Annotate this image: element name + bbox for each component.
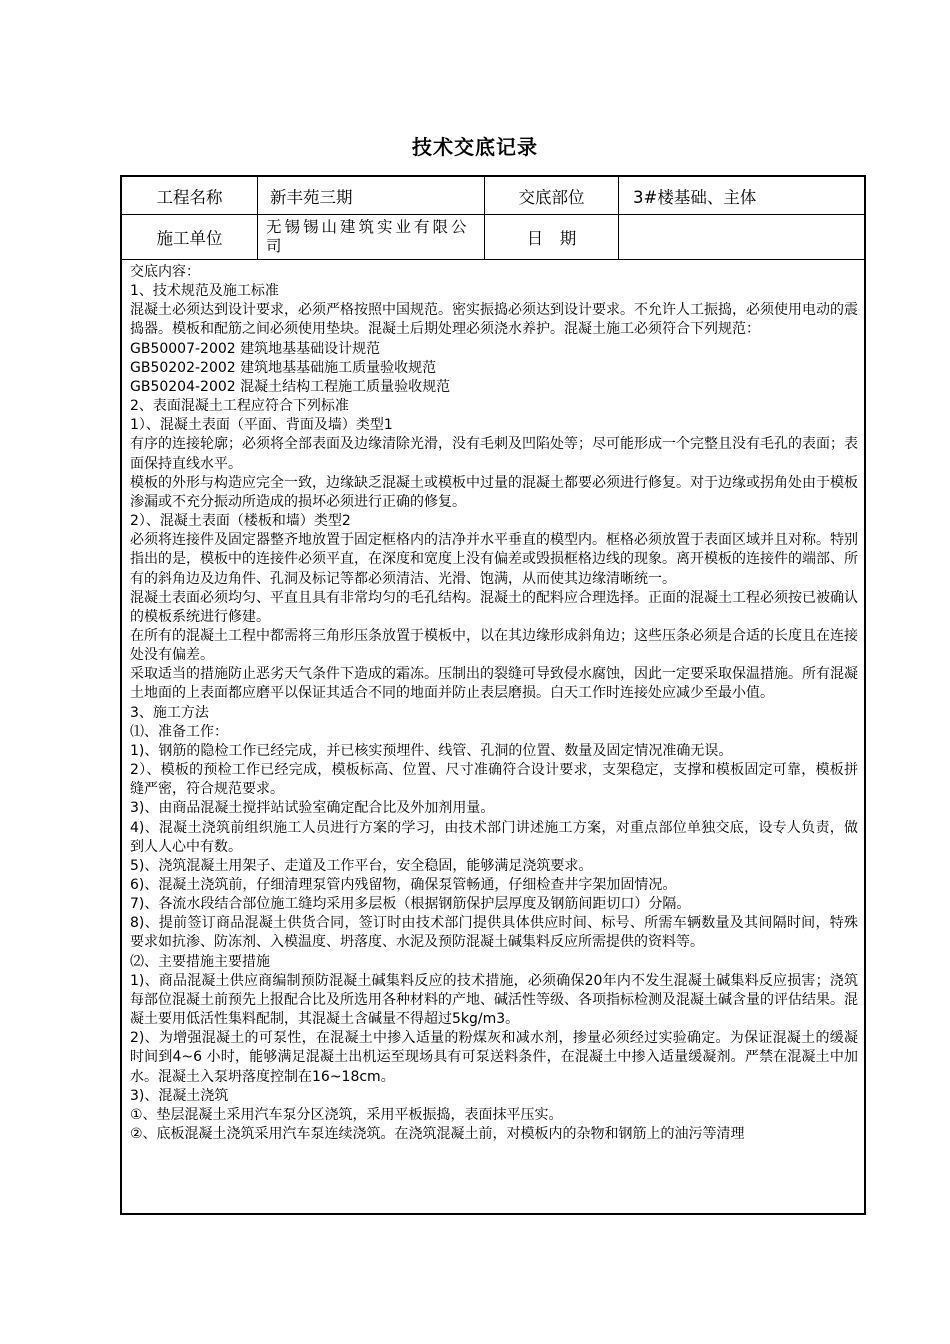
disclosure-content [122, 260, 864, 1144]
content-line: 模板的外形与构造应完全一致，边缘缺乏混凝土或模板中过量的混凝土都要必须进行修复。对于边缘或拐角处由于模板渗漏或不充分振动所造成的损坏必须进行正确的修复。 [130, 474, 858, 510]
content-line: 交底内容： [130, 264, 200, 280]
content-line: ①、垫层混凝土采用汽车泵分区浇筑，采用平板振捣，表面抹平压实。 [130, 1106, 563, 1123]
content-line: 混凝土表面必须均匀、平直且具有非常均匀的毛孔结构。混凝土的配料应合理选择。正面的混凝土工程必须按已被确认的模板系统进行修建。 [130, 589, 858, 625]
content-line: 1)、商品混凝土供应商编制预防混凝土碱集料反应的技术措施，必须确保20年内不发生混凝土碱集料反应损害；浇筑每部位混凝土前预先上报配合比及所选用各种材料的产地、碱活性等级、各项指标检测及混凝土碱含量的评估结果。混凝土要用低活性集料配制，其混凝土含碱量不得超过5kg/m3。 [130, 972, 858, 1028]
content-line: 7)、各流水段结合部位施工缝均采用多层板（根据钢筋保护层厚度及钢筋间距切口）分隔。 [130, 896, 691, 913]
content-line: 2）、模板的预检工作已经完成，模板标高、位置、尺寸准确符合设计要求，支架稳定，支撑和模板固定可靠，模板拼缝严密，符合规范要求。 [130, 762, 858, 798]
disclosure-table [120, 175, 866, 1215]
content-line: 2)、为增强混凝土的可泵性，在混凝土中掺入适量的粉煤灰和减水剂，掺量必须经过实验确定。为保证混凝土的缓凝时间到4~6 小时，能够满足混凝土出机运至现场具有可泵送料条件，在混凝土中掺入适量缓凝剂。严禁在混凝土中加水。混凝土入泵坍落度控制在16~18cm。 [130, 1030, 858, 1085]
construction-unit-label: 施工单位 [122, 215, 258, 259]
content-line: ⑵、主要措施主要措施 [130, 953, 270, 970]
content-line: 3、施工方法 [130, 704, 209, 721]
content-line: GB50202-2002 建筑地基基础施工质量验收规范 [130, 359, 437, 376]
content-line: 3)、由商品混凝土搅拌站试验室确定配合比及外加剂用量。 [130, 800, 495, 817]
content-line: 4)、混凝土浇筑前组织施工人员进行方案的学习，由技术部门讲述施工方案，对重点部位单独交底，设专人负责，做到人人心中有数。 [130, 819, 858, 855]
project-name-label: 工程名称 [122, 177, 258, 214]
header-row-2 [122, 215, 864, 260]
content-line: 1、技术规范及施工标准 [130, 283, 279, 300]
header-row-1 [122, 177, 864, 215]
content-line: 1)、钢筋的隐检工作已经完成，并已核实预埋件、线管、孔洞的位置、数量及固定情况准确无误。 [130, 742, 733, 759]
content-line: 8)、提前签订商品混凝土供货合同，签订时由技术部门提供具体供应时间、标号、所需车辆数量及其间隔时间，特殊要求如抗渗、防冻剂、入模温度、坍落度、水泥及预防混凝土碱集料反应所需提供的资料等。 [130, 915, 858, 951]
content-line: 5)、浇筑混凝土用架子、走道及工作平台，安全稳固，能够满足浇筑要求。 [130, 857, 593, 874]
content-line: 3)、混凝土浇筑 [130, 1087, 229, 1104]
date-value [619, 215, 864, 259]
page-title: 技术交底记录 [412, 135, 538, 159]
construction-unit-value: 无锡锡山建筑实业有限公司 [258, 215, 485, 259]
date-label: 日 期 [485, 215, 619, 259]
content-line: GB50007-2002 建筑地基基础设计规范 [130, 340, 381, 357]
content-line: 有序的连接轮廓；必须将全部表面及边缘清除光滑，没有毛刺及凹陷处等；尽可能形成一个完整且没有毛孔的表面；表面保持直线水平。 [130, 436, 858, 472]
content-line: 1）、混凝土表面（平面、背面及墙）类型1 [130, 417, 393, 434]
content-line: 2、表面混凝土工程应符合下列标准 [130, 398, 349, 415]
content-line: 必须将连接件及固定器整齐地放置于固定框格内的洁净并水平垂直的模型内。框格必须放置于表面区域并且对称。特别指出的是，模板中的连接件必须平直，在深度和宽度上没有偏差或毁损框格边线的现象。离开模板的连接件的端部、所有的斜角边及边角件、孔洞及标记等都必须清洁、光滑、饱满，从而使其边缘清晰统一。 [130, 532, 858, 587]
project-name-value: 新丰苑三期 [258, 177, 485, 214]
disclosure-part-value: 3#楼基础、主体 [633, 187, 757, 207]
content-line: 混凝土必须达到设计要求，必须严格按照中国规范。密实振捣必须达到设计要求。不允许人工振捣，必须使用电动的震捣器。模板和配筋之间必须使用垫块。混凝土后期处理必须浇水养护。混凝土施工必须符合下列规范： [130, 302, 858, 338]
content-line: ②、底板混凝土浇筑采用汽车泵连续浇筑。在浇筑混凝土前，对模板内的杂物和钢筋上的油污等清理 [130, 1126, 745, 1143]
content-line: 采取适当的措施防止恶劣天气条件下造成的霜冻。压制出的裂缝可导致侵水腐蚀，因此一定要采取保温措施。所有混凝土地面的上表面都应磨平以保证其适合不同的地面并防止表层磨损。白天工作时连接处应减少至最小值。 [130, 666, 858, 702]
content-line: ⑴、准备工作： [130, 723, 228, 740]
content-line: 2）、混凝土表面（楼板和墙）类型2 [130, 513, 351, 530]
content-line: 6)、混凝土浇筑前，仔细清理泵管内残留物，确保泵管畅通，仔细检查井字架加固情况。 [130, 877, 677, 893]
content-line: GB50204-2002 混凝土结构工程施工质量验收规范 [130, 378, 451, 395]
content-line: 在所有的混凝土工程中都需将三角形压条放置于模板中，以在其边缘形成斜角边；这些压条必须是合适的长度且在连接处没有偏差。 [130, 627, 858, 664]
disclosure-part-label: 交底部位 [485, 177, 619, 214]
